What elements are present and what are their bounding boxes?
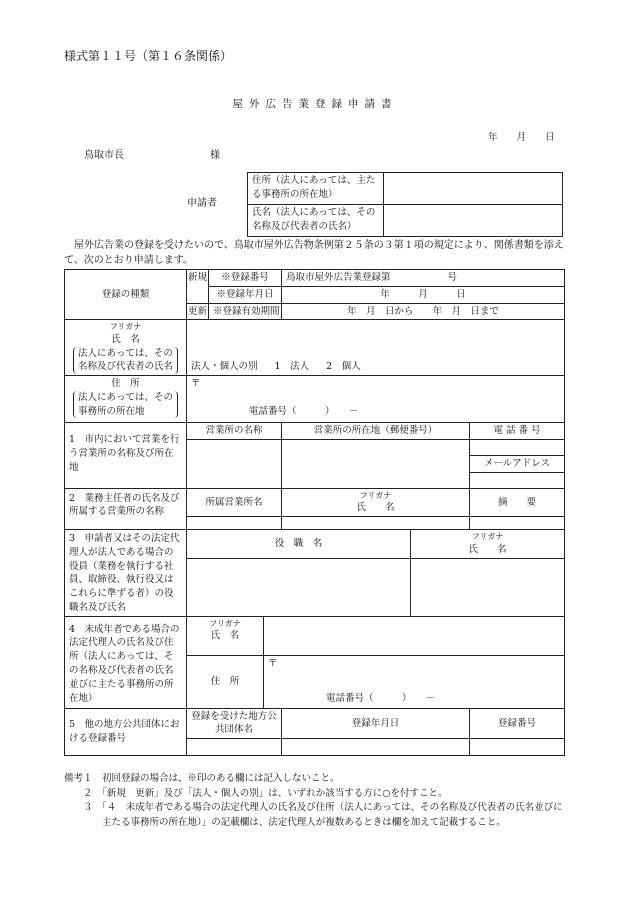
affiliated-office-header: 所属営業所名 bbox=[187, 488, 282, 516]
section2-name-header: 氏 名 bbox=[356, 502, 395, 514]
section4-postal-mark: 〒 bbox=[268, 657, 278, 669]
page-title: 屋外広告業登録申請書 bbox=[232, 98, 398, 110]
summary-header: 摘 要 bbox=[470, 488, 565, 516]
applicant-name-field[interactable] bbox=[383, 205, 562, 237]
address-note-line2: 事務所の所在地 bbox=[78, 405, 145, 417]
section4-label: 4 未成年者である場合の法定代理人の氏名及び住所（法人にあっては、その名称及び代表者の氏名並びに主たる事務所の所在地） bbox=[65, 616, 187, 708]
other-date-header: 登録年月日 bbox=[282, 708, 470, 739]
note-3: ３ 「４ 未成年者である場合の法定代理人の氏名及び住所（法人にあっては、その名称及び代表者の氏名並びに bbox=[64, 802, 563, 814]
new-option[interactable]: 新規 bbox=[187, 270, 209, 304]
section3-name-header: 氏 名 bbox=[468, 543, 507, 555]
application-date: 年 月 日 bbox=[488, 132, 555, 143]
individual-option[interactable]: 2 個人 bbox=[326, 361, 361, 373]
office-name-field[interactable] bbox=[187, 439, 282, 488]
honorific: 様 bbox=[210, 150, 220, 161]
name-field[interactable] bbox=[187, 320, 565, 376]
section4-phone-number: 電話番号（ ） － bbox=[326, 693, 436, 705]
valid-period-label: ※登録有効期間 bbox=[209, 303, 282, 320]
notes bbox=[64, 772, 574, 831]
guardian-name-field[interactable] bbox=[264, 616, 565, 655]
officer-title-field[interactable] bbox=[187, 558, 411, 616]
phone-number: 電話番号（ ） － bbox=[249, 405, 359, 417]
section2-label: 2 業務主任者の氏名及び所属する営業所の名称 bbox=[65, 488, 187, 529]
reg-date-value: 年 月 日 bbox=[282, 286, 565, 303]
applicant-address-field[interactable] bbox=[383, 173, 562, 205]
email-field[interactable] bbox=[470, 472, 565, 488]
corporate-option[interactable]: 1 法人 bbox=[274, 361, 310, 373]
reg-no-label: ※登録番号 bbox=[209, 270, 282, 287]
addressee: 鳥取市長 bbox=[84, 150, 124, 161]
form-number: 様式第１１号（第１６条関係） bbox=[64, 49, 233, 63]
applicant-address-label: 住所（法人にあっては、主たる事務所の所在地） bbox=[248, 173, 384, 205]
section3-label: 3 申請者又はその法定代理人が法人である場合の役員（業務を執行する社員、取締役、執行役又はこれらに準ずる者）の役職名及び氏名 bbox=[65, 530, 187, 617]
office-name-header: 営業所の名称 bbox=[187, 423, 282, 440]
section5-label: 5 他の地方公共団体における登録番号 bbox=[65, 708, 187, 756]
corporate-individual-label: 法人・個人の別 bbox=[191, 361, 258, 373]
intro-text: 屋外広告業の登録を受けたいので、鳥取市屋外広告物条例第２５条の３第１項の規定により、関係書類を添えて、次のとおり申請します。 bbox=[64, 240, 564, 266]
guardian-address-field[interactable] bbox=[264, 655, 565, 708]
furigana-label: フリガナ bbox=[109, 322, 142, 332]
registration-form-table bbox=[64, 269, 565, 756]
summary-field[interactable] bbox=[470, 517, 565, 530]
other-date-field[interactable] bbox=[282, 739, 470, 756]
section1-label: 1 市内において営業を行う営業所の名称及び所在地 bbox=[65, 423, 187, 489]
note-2: ２ 「新規 更新」及び「法人・個人の別」は、いずれか該当する方に○を付すこと。 bbox=[64, 787, 448, 799]
applicant-name-label: 氏名（法人にあっては、その名称及び代表者の氏名） bbox=[248, 205, 384, 237]
reg-no-value: 鳥取市屋外広告業登録第 号 bbox=[282, 270, 565, 287]
phone-header: 電 話 番 号 bbox=[470, 423, 565, 440]
renewal-option[interactable]: 更新 bbox=[187, 303, 209, 320]
manager-name-field[interactable] bbox=[282, 517, 470, 530]
officer-title-header: 役 職 名 bbox=[187, 530, 411, 558]
name-note-line1: 法人にあっては、その bbox=[77, 347, 173, 359]
address-field[interactable] bbox=[187, 376, 565, 423]
valid-period-value: 年 月 日から 年 月 日まで bbox=[282, 303, 565, 320]
other-body-header: 登録を受けた地方公共団体名 bbox=[187, 708, 282, 739]
note-3-cont: 主たる事務所の所在地）」の記載欄は、法定代理人が複数あるときは欄を加えて記載すること。 bbox=[64, 817, 506, 829]
address-label: 住 所 bbox=[111, 378, 140, 390]
office-location-field[interactable] bbox=[282, 439, 470, 488]
section4-address-label: 住 所 bbox=[187, 655, 264, 708]
applicant-label: 申請者 bbox=[187, 198, 217, 209]
other-number-field[interactable] bbox=[470, 739, 565, 756]
postal-mark: 〒 bbox=[191, 378, 201, 390]
name-label: 氏 名 bbox=[111, 333, 140, 345]
name-note-line2: 名称及び代表者の氏名 bbox=[77, 361, 173, 373]
reg-date-label: ※登録年月日 bbox=[209, 286, 282, 303]
email-header: メールアドレス bbox=[470, 455, 565, 472]
office-location-header: 営業所の所在地（郵便番号） bbox=[282, 423, 470, 440]
applicant-table bbox=[247, 172, 563, 237]
officer-name-field[interactable] bbox=[411, 558, 565, 616]
registration-type-label: 登録の種類 bbox=[65, 270, 187, 320]
section4-furigana-label: フリガナ bbox=[209, 618, 241, 628]
phone-field[interactable] bbox=[470, 439, 565, 455]
other-body-field[interactable] bbox=[187, 739, 282, 756]
affiliated-office-field[interactable] bbox=[187, 517, 282, 530]
note-1: 備考１ 初回登録の場合は、※印のある欄には記入しないこと。 bbox=[64, 773, 340, 784]
section2-furigana-header: フリガナ bbox=[359, 490, 392, 500]
section3-furigana-header: フリガナ bbox=[471, 532, 504, 542]
address-note-line1: 法人にあっては、その bbox=[78, 391, 173, 403]
other-number-header: 登録番号 bbox=[470, 708, 565, 739]
section4-name-label: 氏 名 bbox=[210, 630, 240, 642]
